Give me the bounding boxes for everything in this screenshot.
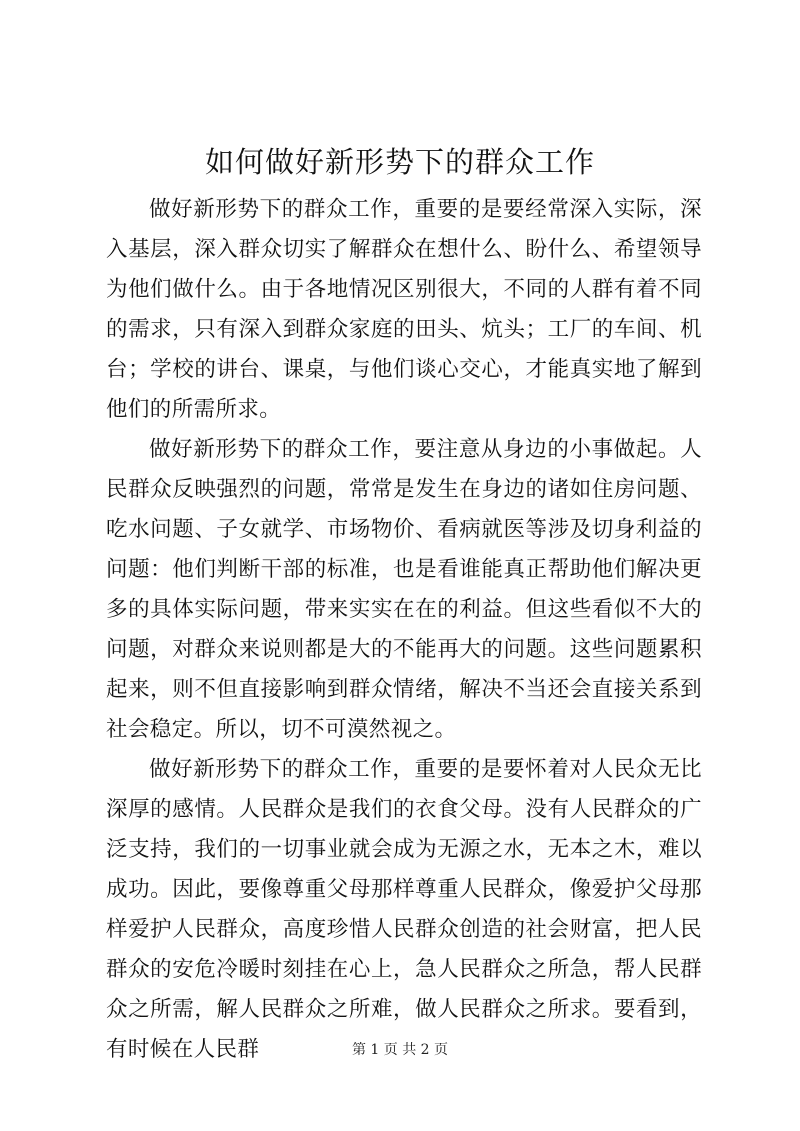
page-title: 如何做好新形势下的群众工作	[204, 145, 595, 179]
paragraph-2: 做好新形势下的群众工作，要注意从身边的小事做起。人民群众反映强烈的问题，常常是发生在身边的诸如住房问题、吃水问题、子女就学、市场物价、看病就医等涉及切身利益的问题：他们判断干部的标准，也是看谁能真正帮助他们解决更多的具体实际问题，带来实实在在的利益。但这些看似不大的问题，对群众来说则都是大的不能再大的问题。这些问题累积起来，则不但直接影响到群众情绪，解决不当还会直接关系到社会稳定。所以，切不可漠然视之。	[106, 437, 702, 742]
document-body	[106, 190, 702, 1070]
page-footer: 第 1 页 共 2 页	[351, 1042, 449, 1058]
paragraph-1: 做好新形势下的群众工作，重要的是要经常深入实际，深入基层，深入群众切实了解群众在想什么、盼什么、希望领导为他们做什么。由于各地情况区别很大，不同的人群有着不同的需求，只有深入到群众家庭的田头、炕头；工厂的车间、机台；学校的讲台、课桌，与他们谈心交心，才能真实地了解到他们的所需所求。	[106, 197, 702, 422]
paragraph-3: 做好新形势下的群众工作，重要的是要怀着对人民众无比深厚的感情。人民群众是我们的衣食父母。没有人民群众的广泛支持，我们的一切事业就会成为无源之水，无本之木，难以成功。因此，要像尊重父母那样尊重人民群众，像爱护父母那样爱护人民群众，高度珍惜人民群众创造的社会财富，把人民群众的安危冷暖时刻挂在心上，急人民群众之所急，帮人民群众之所需，解人民群众之所难，做人民群众之所求。要看到，有时候在人民群	[106, 757, 702, 1062]
